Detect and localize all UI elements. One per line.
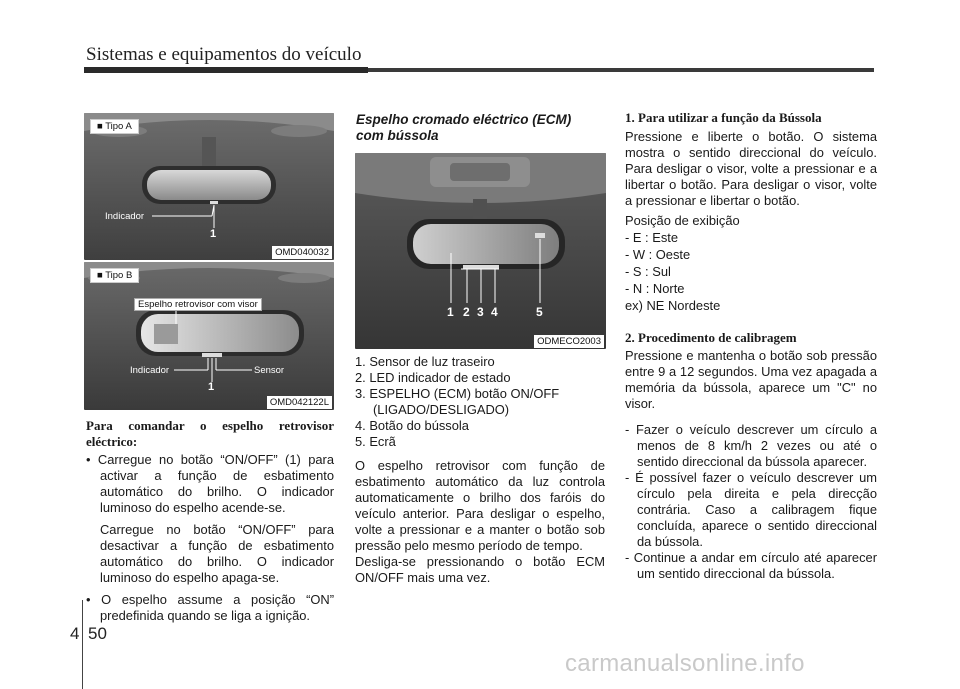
col1-heading: Para comandar o espelho retrovisor eléctrico: <box>86 418 334 449</box>
mirror-type-a-illustration <box>84 113 334 260</box>
ecm-callout-4: 4 <box>491 305 498 319</box>
type-b-code: OMD042122L <box>267 396 332 409</box>
figure-type-a <box>84 113 334 260</box>
type-b-indicator-label: Indicador <box>130 365 170 376</box>
col2-heading: Espelho cromado eléctrico (ECM) com bússola <box>356 112 572 143</box>
col2-list-item: 5. Ecrã <box>355 434 396 449</box>
col3-position: - E : Este <box>625 230 679 245</box>
type-a-callout: 1 <box>210 228 217 240</box>
col2-list-item: 1. Sensor de luz traseiro <box>355 354 495 369</box>
watermark-text: carmanualsonline.info <box>565 650 805 677</box>
ecm-callout-5: 5 <box>536 305 543 319</box>
col1-bullet-2: • O espelho assume a posição “ON” predefinida quando se liga a ignição. <box>86 592 334 623</box>
ecm-callout-2: 2 <box>463 305 470 319</box>
col3-position-title: Posição de exibição <box>625 213 740 228</box>
ecm-callout-3: 3 <box>477 305 484 319</box>
ecm-callout-1: 1 <box>447 305 454 319</box>
col2-list-item: 4. Botão do bússola <box>355 418 469 433</box>
header-rule-accent <box>84 67 368 73</box>
type-b-sensor-label: Sensor <box>254 365 285 376</box>
page-number: 50 <box>88 624 107 643</box>
col3-item: - Continue a andar em círculo até aparecer um sentido direccional da bússola. <box>625 550 877 581</box>
col3-item: - Fazer o veículo descrever um círculo a menos de 8 km/h 2 vezes ou até o sentido direccional da bússola aparecer. <box>625 422 877 469</box>
column-1 <box>86 418 334 624</box>
col3-paragraph-1: Pressione e liberte o botão. O sistema mostra o sentido direccional do veículo. Para desligar o visor, volte a pressionar e a libertar o botão. Para desligar o visor, volte a pressionar e libertar o botão. <box>625 129 877 208</box>
type-b-mirror-label: Espelho retrovisor com visor <box>134 298 262 311</box>
type-a-code: OMD040032 <box>272 246 332 259</box>
section-number: 4 <box>70 624 80 643</box>
col2-list-item: (LIGADO/DESLIGADO) <box>373 402 510 417</box>
col2-paragraph: O espelho retrovisor com função de esbatimento automático da luz controla automaticamente o brilho dos faróis do veículo anterior. Para desligar o espelho, volte a pressionar e a manter o botão sob pressão pelo mesmo período de tempo. <box>355 458 605 553</box>
col1-paragraph: Carregue no botão “ON/OFF” para desactivar a função de esbatimento automático do brilho. O indicador luminoso do espelho apaga-se. <box>100 522 334 585</box>
col3-example: ex) NE Nordeste <box>625 298 721 313</box>
ecm-code: ODMECO2003 <box>534 335 604 348</box>
col3-position: - N : Norte <box>625 281 685 296</box>
col3-item: - É possível fazer o veículo descrever um círculo pela direita e pela direcção contrária. Caso a calibragem fique concluída, aparece o sentido direccional da bússola. <box>625 470 877 549</box>
col3-heading-1: 1. Para utilizar a função da Bússola <box>625 110 822 125</box>
col3-paragraph-2: Pressione e mantenha o botão sob pressão entre 9 a 12 segundos. Uma vez apagada a memória da bússola, aparece um "C" no visor. <box>625 348 877 411</box>
ecm-mirror-illustration <box>355 153 606 349</box>
col3-heading-2: 2. Procedimento de calibragem <box>625 330 797 345</box>
col2-list-item: 3. ESPELHO (ECM) botão ON/OFF <box>355 386 560 401</box>
col3-position: - W : Oeste <box>625 247 691 262</box>
type-b-tag: ■ Tipo B <box>90 268 139 283</box>
col1-bullet-1: • Carregue no botão “ON/OFF” (1) para activar a função de esbatimento automático do brilho. O indicador luminoso do espelho acende-se. <box>86 452 334 515</box>
type-a-indicator-label: Indicador <box>105 211 145 222</box>
col2-paragraph-2: Desliga-se pressionando o botão ECM ON/OFF mais uma vez. <box>355 554 605 585</box>
footer-divider <box>82 600 83 689</box>
type-b-callout: 1 <box>208 381 215 393</box>
column-2 <box>355 354 605 586</box>
col3-position: - S : Sul <box>625 264 671 279</box>
figure-type-b <box>84 262 334 410</box>
column-3 <box>625 110 877 582</box>
type-a-tag: ■ Tipo A <box>90 119 139 134</box>
figure-ecm-compass <box>355 153 606 349</box>
page-header-title: Sistemas e equipamentos do veículo <box>86 44 362 65</box>
col2-list-item: 2. LED indicador de estado <box>355 370 511 385</box>
